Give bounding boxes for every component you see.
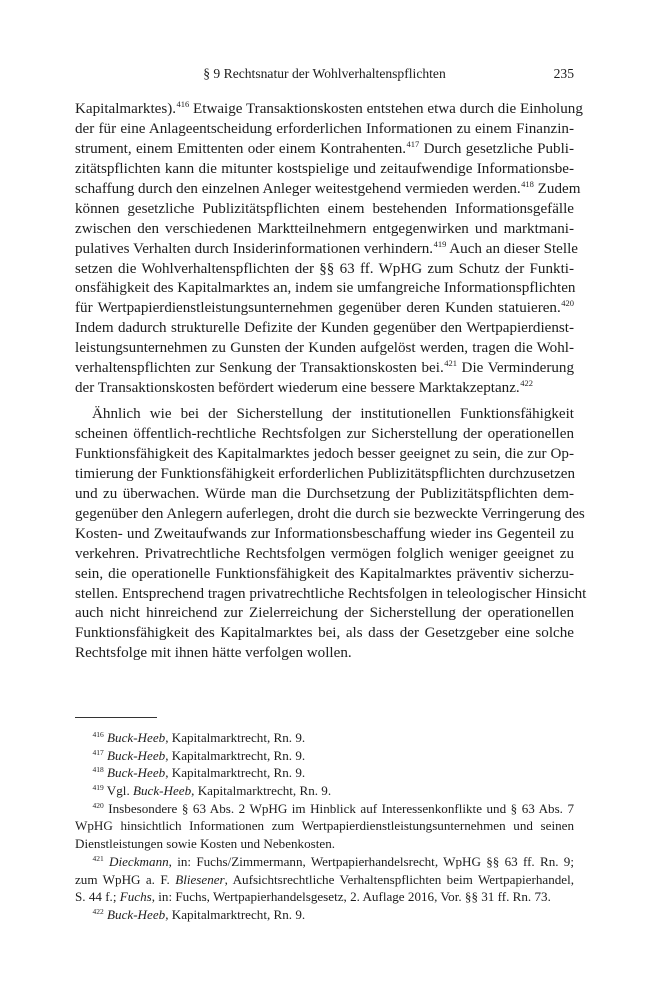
text-line: Funktionsfähigkeit des Kapitalmarktes jedoch besser geeignet zu sein, die zur Op- [75, 445, 574, 462]
footnote-number: 419 [92, 783, 104, 793]
text-segment: Auch an dieser Stelle [446, 240, 578, 257]
footnote-line [75, 729, 574, 747]
footnote-marker: 422 [520, 378, 533, 389]
footnote-number: 420 [92, 800, 104, 810]
footnote-416 [75, 729, 574, 747]
footnote-text: Vgl. [106, 783, 133, 799]
text-line [75, 120, 574, 140]
text-segment: schaffung durch den einzelnen Anleger weitestgehend vermieden werden. [75, 180, 521, 197]
footnote-line [75, 782, 574, 800]
footnote-text: Dienstleistungen sowie Kosten und Nebenkosten. [75, 836, 336, 852]
footnote-418 [75, 764, 574, 782]
author-name: Buck-Heeb [107, 906, 166, 922]
author-name: Buck-Heeb [132, 783, 192, 799]
footnote-line [75, 888, 574, 906]
text-line: auch nicht hinreichend zur Zielerreichung der Sicherstellung der operationellen [75, 605, 574, 622]
text-line: und zu überwachen. Würde man die Durchsetzung der Publizitätspflichten dem- [75, 485, 574, 502]
text-segment: setzen die Wohlverhaltenspflichten der §§ 63 ff. WpHG zum Schutz der Funkti- [75, 260, 574, 277]
footnotes [75, 729, 574, 924]
footnote-text: , Kapitalmarktrecht, Rn. 9. [191, 783, 332, 799]
text-segment: onsfähigkeit des Kapitalmarktes an, indem sie umfangreiche Informationspflichten [75, 280, 576, 297]
footnote-line [75, 747, 574, 765]
author-name: Fuchs [119, 889, 152, 905]
page-number: 235 [553, 66, 574, 81]
text-segment: leistungsunternehmen zu Gunsten der Kunden aufgelöst werden, tragen die Wohl- [75, 340, 574, 357]
text-line [75, 99, 583, 120]
text-segment: strument, einem Emittenten oder einem Kontrahenten. [75, 140, 407, 157]
text-line: gegenüber den Anlegern auferlegen, droht die durch sie bezweckte Verringerung des [75, 505, 585, 522]
paragraph-1 [75, 99, 583, 399]
main-text [75, 99, 587, 664]
footnote-text: zum WpHG a. F. [75, 871, 176, 887]
footnote-marker: 416 [176, 99, 190, 109]
footnote-text: , Kapitalmarktrecht, Rn. 9. [165, 747, 306, 763]
text-segment: Die Verminderung [456, 360, 574, 377]
text-line: Rechtsfolge mit ihnen hätte verfolgen wollen. [75, 645, 352, 662]
text-line [75, 140, 574, 160]
footnote-number: 416 [92, 730, 104, 739]
footnote-422 [75, 906, 574, 924]
text-line [75, 279, 574, 299]
text-segment: können gesetzliche Publizitätspflichten einem bestehenden Informationsgefälle [75, 200, 574, 217]
text-segment: pulatives Verhalten durch Insiderinformationen verhindern. [75, 240, 434, 257]
author-name: Buck-Heeb [107, 765, 166, 781]
text-segment: der Transaktionskosten befördert wiederum eine bessere Marktakzeptanz. [75, 380, 520, 397]
footnote-text: WpHG hinsichtlich Informationen zum Wertpapierdienstleistungsunternehmen und seinen [75, 818, 574, 834]
text-segment: Etwaige Transaktionskosten entstehen etwa durch die Einholung [189, 101, 583, 117]
text-line [75, 339, 574, 359]
footnote-text: Insbesondere § 63 Abs. 2 WpHG im Hinblick auf Interessenkonflikte und § 63 Abs. 7 [108, 800, 574, 816]
text-segment: Zudem [533, 180, 581, 197]
text-line: scheinen öffentlich-rechtliche Rechtsfolgen zur Sicherstellung der operationellen [75, 426, 574, 442]
footnote-text: , in: Fuchs/Zimmermann, Wertpapierhandelsrecht, WpHG §§ 63 ff. Rn. 9; [168, 853, 574, 869]
footnote-419 [75, 782, 574, 800]
footnote-text: , in: Fuchs, Wertpapierhandelsgesetz, 2. Auflage 2016, Vor. §§ 31 ff. Rn. 73. [151, 889, 551, 905]
footnote-marker: 421 [444, 358, 457, 369]
text-line: verkehren. Privatrechtliche Rechtsfolgen vermögen folglich weniger geeignet zu [75, 545, 574, 562]
footnote-text: , Kapitalmarktrecht, Rn. 9. [165, 906, 306, 922]
footnote-text: , Aufsichtsrechtliche Verhaltenspflichten beim Wertpapierhandel, [224, 871, 575, 887]
text-segment: für Wertpapierdienstleistungsunternehmen gegenüber deren Kunden statuieren. [75, 300, 561, 317]
text-segment: zitätspflichten kann die mitunter kostspielige und zeitaufwendige Informationsbe- [75, 160, 574, 177]
text-segment: der für eine Anlageentscheidung erforderlichen Informationen zu einem Finanzin- [75, 120, 574, 137]
footnote-line [75, 800, 574, 818]
footnote-number: 421 [92, 853, 104, 863]
text-line [75, 359, 574, 379]
author-name: Bliesener [175, 871, 225, 887]
text-line [75, 200, 574, 220]
footnote-line [75, 835, 574, 853]
footnote-number: 418 [92, 765, 104, 775]
running-header [75, 66, 574, 84]
footnote-line [75, 871, 574, 889]
text-segment: Kapitalmarktes). [75, 101, 177, 117]
text-segment: Durch gesetzliche Publi- [419, 140, 574, 157]
author-name: Buck-Heeb [107, 747, 166, 763]
footnote-420 [75, 800, 574, 853]
text-line [75, 319, 574, 339]
text-line [75, 260, 574, 280]
text-line [75, 178, 581, 200]
footnote-separator [75, 717, 157, 718]
text-line: timierung der Funktionsfähigkeit erforderlichen Publizitätspflichten durchzusetzen [75, 465, 576, 482]
text-line [75, 238, 578, 260]
running-header-title: § 9 Rechtsnatur der Wohlverhaltenspflichten [203, 66, 446, 81]
footnote-text: , Kapitalmarktrecht, Rn. 9. [165, 765, 306, 781]
footnote-number: 417 [92, 747, 104, 757]
text-line: Funktionsfähigkeit des Kapitalmarktes bei, als dass der Gesetzgeber eine solche [75, 625, 574, 642]
footnote-line [75, 853, 574, 871]
text-line: Kosten- und Zweitaufwands zur Informationsbeschaffung wieder ins Gegenteil zu [75, 525, 574, 542]
text-segment: verhaltenspflichten zur Senkung der Transaktionskosten bei. [75, 360, 444, 377]
text-line: sein, die operationelle Funktionsfähigkeit des Kapitalmarktes präventiv sicherzu- [75, 565, 574, 582]
text-line: stellen. Entsprechend tragen privatrechtliche Rechtsfolgen in teleologischer Hinsicht [75, 585, 587, 602]
footnote-line [75, 817, 574, 835]
text-line [75, 220, 574, 240]
text-line [75, 299, 574, 319]
text-segment: Indem dadurch strukturelle Defizite der Kunden gegenüber den Wertpapierdienst- [75, 320, 574, 337]
text-segment: zwischen den verschiedenen Marktteilnehmern entgegenwirken und marktmani- [75, 220, 574, 237]
author-name: Buck-Heeb [107, 730, 166, 745]
footnote-marker: 420 [561, 298, 574, 309]
footnote-417 [75, 747, 574, 765]
footnote-number: 422 [92, 906, 104, 916]
text-line: Ähnlich wie bei der Sicherstellung der institutionellen Funktionsfähigkeit [92, 406, 574, 423]
footnote-marker: 419 [433, 238, 447, 249]
footnote-line [75, 764, 574, 782]
footnote-line [75, 906, 574, 924]
author-name: Dieckmann [109, 853, 169, 869]
footnote-text: S. 44 f.; [75, 889, 120, 905]
footnote-marker: 417 [406, 138, 420, 149]
footnote-421 [75, 853, 574, 906]
text-line [75, 379, 574, 399]
footnote-text: , Kapitalmarktrecht, Rn. 9. [165, 730, 306, 745]
footnote-marker: 418 [521, 178, 534, 189]
paragraph-2 [75, 405, 587, 664]
text-line [75, 160, 574, 180]
